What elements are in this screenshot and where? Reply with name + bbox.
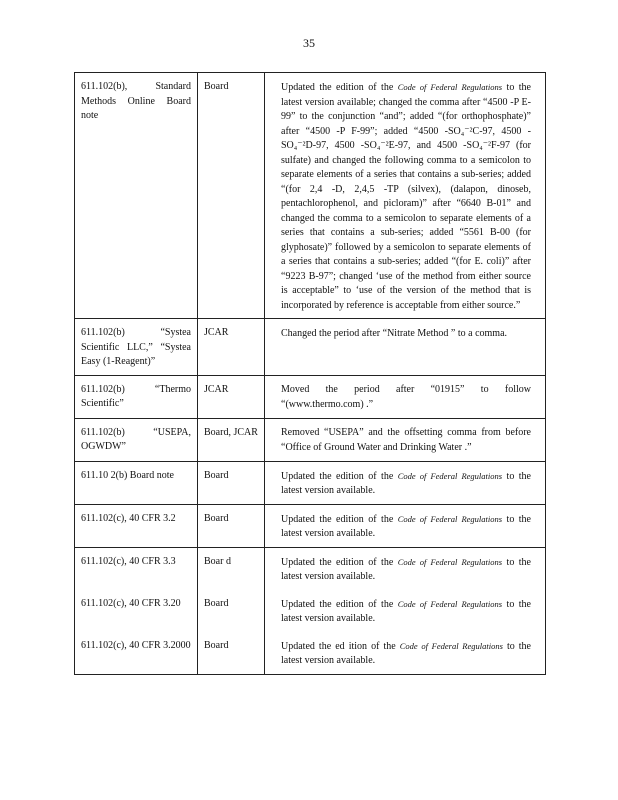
table-row: [75, 375, 546, 418]
change-text: Updated the edition of the: [281, 513, 398, 525]
section-cell: 611.10 2(b) Board note: [75, 461, 198, 504]
table-row: [75, 418, 546, 461]
change-cell: [265, 418, 546, 461]
source-cell: Board, JCAR: [198, 418, 265, 461]
change-text: Updated the edition of the: [281, 82, 398, 93]
change-cell: [265, 461, 546, 504]
change-text-cont: to the latest version available.: [281, 513, 531, 539]
source-cell: Board: [198, 504, 265, 547]
change-cell: [265, 547, 546, 590]
section-cell: 611.102(b), Standard Methods Online Board note: [75, 73, 198, 319]
change-italic-title: Code of Federal Regulations: [397, 556, 503, 567]
change-cell: [265, 632, 546, 675]
change-cell: [265, 375, 546, 418]
table-row: [75, 319, 546, 376]
change-italic-title: Code of Federal Regulations: [397, 470, 503, 481]
section-cell: 611.102(b) “USEPA, OGWDW”: [75, 418, 198, 461]
change-italic-title: Code of Federal Regulations: [397, 82, 503, 92]
source-cell: JCAR: [198, 375, 265, 418]
section-cell: 611.102(c), 40 CFR 3.2: [75, 504, 198, 547]
change-italic-title: Code of Federal Regulations: [399, 640, 503, 651]
change-italic-title: Code of Federal Regulations: [397, 598, 503, 609]
source-cell: Board: [198, 632, 265, 675]
source-cell: JCAR: [198, 319, 265, 376]
change-text-cont: to the latest version available.: [281, 470, 531, 496]
source-cell: Board: [198, 461, 265, 504]
change-cell: [265, 504, 546, 547]
page-number: 35: [303, 36, 315, 50]
change-text-cont: to the latest version available.: [281, 640, 531, 666]
section-cell: 611.102(b) “Systea Scientific LLC,” “Systea Easy (1-Reagent)”: [75, 319, 198, 376]
change-text-cont: to the latest version available.: [281, 598, 531, 624]
source-cell: Boar d: [198, 547, 265, 590]
table-row: [75, 590, 546, 632]
section-cell: 611.102(c), 40 CFR 3.3: [75, 547, 198, 590]
source-cell: Board: [198, 73, 265, 319]
table-row: [75, 461, 546, 504]
section-cell: 611.102(b) “Thermo Scientific”: [75, 375, 198, 418]
change-text-cont: to the latest version available; changed the comma after “4500 -P E-99” to the conjunction “and”; added “(for orthophosphate)” after “4500 -P F-99”; added “4500 -SO₄⁻²C-97, 4500 -SO₄⁻²D-97, 4500 -SO₄⁻²E-97, and 4500 -SO₄⁻²F-97 (for sulfate) and changed the following comma to a semicolon to separate elements of a series that contains a sub-series; added “(for 2,4 -D, 2,4,5 -TP (silvex), (dalapon, dinoseb, pentachlorophenol, and picloram)” after “6640 B-01” and changed the comma to a semicolon to separate elements of a series that contains a sub-series; added “5561 B-00 (for glyphosate)” followed by a semicolon to separate elements of a series that contains a sub-series; added “(for E. coli)” after “9223 B-97”; changed ‘use of the method from either source is acceptable” to ‘use of the version of the method that is incorporated by reference is acceptable from either source.”: [281, 82, 531, 311]
change-text: Updated the ed ition of the: [281, 640, 400, 652]
change-text: Updated the edition of the: [281, 556, 398, 568]
section-cell: 611.102(c), 40 CFR 3.20: [75, 590, 198, 632]
change-cell: [265, 590, 546, 632]
changes-table: [74, 72, 546, 675]
table-row: [75, 547, 546, 590]
table-row: [75, 504, 546, 547]
change-italic-title: Code of Federal Regulations: [397, 513, 503, 524]
change-text: Removed “USEPA” and the offsetting comma from before “Office of Ground Water and Drinking Water .”: [281, 426, 531, 453]
change-text: Moved the period after “01915” to follow “(www.thermo.com) .”: [281, 383, 531, 410]
change-text: Updated the edition of the: [281, 470, 398, 482]
source-cell: Board: [198, 590, 265, 632]
change-text-cont: to the latest version available.: [281, 556, 531, 582]
change-text: Updated the edition of the: [281, 598, 398, 610]
table-row: [75, 73, 546, 319]
change-cell: [265, 73, 546, 319]
change-text: Changed the period after “Nitrate Method ” to a comma.: [281, 328, 508, 339]
table-row: [75, 632, 546, 675]
change-cell: [265, 319, 546, 376]
section-cell: 611.102(c), 40 CFR 3.2000: [75, 632, 198, 675]
